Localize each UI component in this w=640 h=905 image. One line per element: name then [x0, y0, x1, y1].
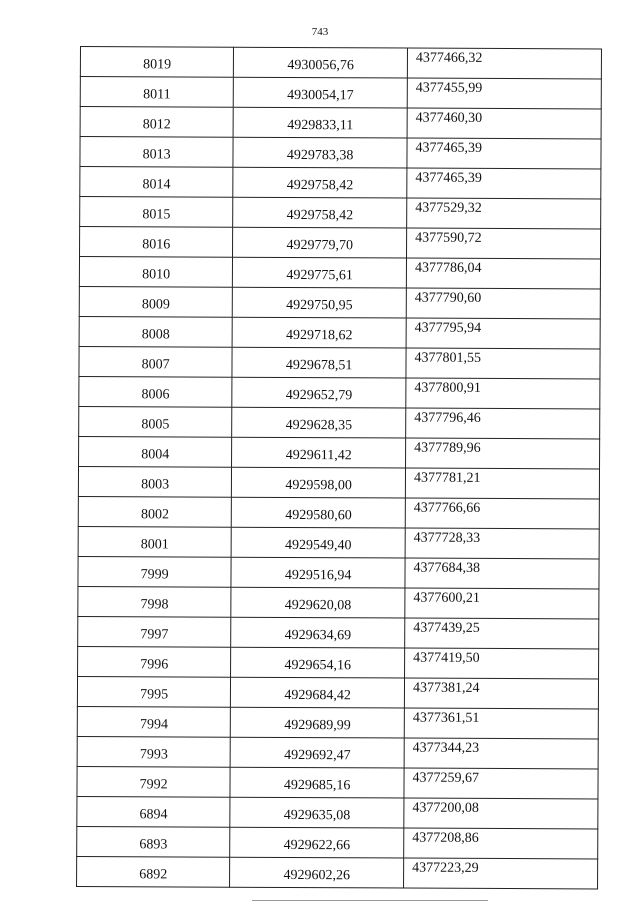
- coordinates-table-body: [77, 47, 602, 889]
- x-coordinate-text: 4929779,70: [286, 237, 354, 253]
- y-coordinate-cell: [407, 48, 601, 79]
- point-id-cell: [77, 766, 230, 797]
- point-id-text: 7996: [140, 656, 169, 672]
- y-coordinate-text: 4377466,32: [415, 50, 483, 66]
- point-id-text: 7998: [140, 596, 169, 612]
- point-id-text: 8011: [143, 86, 171, 102]
- y-coordinate-cell: [407, 198, 601, 229]
- scan-edge-line: [252, 900, 488, 901]
- point-id-cell: [80, 167, 233, 198]
- y-coordinate-cell: [404, 798, 598, 829]
- x-coordinate-cell: [232, 497, 406, 528]
- table-row: [77, 706, 598, 738]
- y-coordinate-text: 4377801,55: [414, 350, 482, 366]
- y-coordinate-text: 4377465,39: [415, 140, 483, 156]
- point-id-cell: [79, 406, 232, 437]
- point-id-cell: [80, 137, 233, 168]
- table-row: [80, 227, 601, 259]
- point-id-text: 6894: [139, 806, 168, 822]
- x-coordinate-text: 4929622,66: [283, 837, 351, 853]
- point-id-cell: [78, 496, 231, 527]
- y-coordinate-text: 4377786,04: [414, 260, 482, 276]
- table-row: [80, 47, 601, 79]
- y-coordinate-text: 4377795,94: [414, 320, 482, 336]
- point-id-text: 8014: [142, 176, 171, 192]
- point-id-cell: [78, 586, 231, 617]
- y-coordinate-text: 4377381,24: [412, 680, 480, 696]
- y-coordinate-text: 4377781,21: [413, 470, 481, 486]
- x-coordinate-cell: [233, 227, 407, 258]
- x-coordinate-cell: [231, 647, 405, 678]
- y-coordinate-text: 4377223,29: [412, 860, 479, 876]
- x-coordinate-cell: [233, 287, 407, 318]
- y-coordinate-cell: [407, 168, 601, 199]
- y-coordinate-text: 4377790,60: [414, 290, 482, 306]
- y-coordinate-text: 4377529,32: [415, 200, 482, 216]
- y-coordinate-cell: [406, 258, 600, 289]
- table-row: [78, 466, 599, 498]
- point-id-cell: [79, 376, 232, 407]
- x-coordinate-text: 4929692,47: [284, 747, 351, 763]
- point-id-text: 7995: [140, 686, 169, 702]
- table-row: [78, 526, 599, 558]
- x-coordinate-cell: [233, 197, 407, 228]
- y-coordinate-text: 4377789,96: [414, 440, 481, 456]
- x-coordinate-cell: [232, 407, 406, 438]
- y-coordinate-cell: [407, 108, 601, 139]
- point-id-text: 7997: [140, 626, 169, 642]
- point-id-cell: [78, 556, 231, 587]
- table-row: [80, 167, 601, 199]
- x-coordinate-cell: [232, 377, 406, 408]
- point-id-text: 8006: [141, 386, 170, 402]
- point-id-cell: [80, 47, 233, 78]
- table-row: [78, 646, 599, 678]
- x-coordinate-text: 4929685,16: [283, 777, 351, 793]
- x-coordinate-text: 4929602,26: [283, 867, 351, 883]
- table-row: [77, 676, 598, 708]
- table-row: [80, 137, 601, 169]
- y-coordinate-cell: [407, 78, 601, 109]
- x-coordinate-cell: [233, 137, 407, 168]
- y-coordinate-text: 4377439,25: [413, 620, 480, 636]
- y-coordinate-cell: [406, 288, 600, 319]
- point-id-text: 6892: [139, 866, 168, 882]
- table-row: [77, 856, 598, 888]
- x-coordinate-text: 4929783,38: [286, 147, 354, 163]
- x-coordinate-text: 4929628,35: [285, 417, 353, 433]
- table-row: [77, 766, 598, 798]
- x-coordinate-cell: [230, 767, 404, 798]
- x-coordinate-text: 4930056,76: [287, 57, 354, 73]
- y-coordinate-cell: [405, 618, 599, 649]
- x-coordinate-text: 4929678,51: [285, 357, 353, 373]
- x-coordinate-cell: [230, 827, 404, 858]
- point-id-cell: [78, 466, 231, 497]
- point-id-cell: [79, 436, 232, 467]
- x-coordinate-text: 4929611,42: [285, 447, 352, 463]
- x-coordinate-cell: [230, 857, 404, 888]
- x-coordinate-cell: [231, 527, 405, 558]
- point-id-text: 7992: [139, 776, 168, 792]
- point-id-text: 8012: [142, 116, 171, 132]
- table-row: [80, 77, 601, 109]
- y-coordinate-cell: [406, 408, 600, 439]
- table-row: [78, 586, 599, 618]
- point-id-text: 8016: [142, 236, 171, 252]
- x-coordinate-text: 4929758,42: [286, 177, 354, 193]
- point-id-text: 8002: [140, 506, 170, 522]
- coordinates-table-wrapper: [76, 46, 602, 889]
- point-id-text: 8004: [141, 446, 170, 462]
- table-row: [78, 496, 599, 528]
- x-coordinate-cell: [231, 707, 405, 738]
- x-coordinate-text: 4929652,79: [285, 387, 353, 403]
- y-coordinate-cell: [407, 228, 601, 259]
- point-id-text: 7994: [139, 716, 169, 732]
- coordinates-table: [76, 46, 602, 889]
- table-row: [80, 197, 601, 229]
- y-coordinate-text: 4377465,39: [415, 170, 482, 186]
- y-coordinate-cell: [404, 678, 598, 709]
- point-id-text: 6893: [139, 836, 168, 852]
- x-coordinate-text: 4929758,42: [286, 207, 354, 223]
- table-row: [79, 286, 600, 318]
- x-coordinate-text: 4929718,62: [286, 327, 353, 343]
- point-id-text: 7999: [140, 566, 169, 582]
- point-id-cell: [79, 316, 232, 347]
- y-coordinate-text: 4377684,38: [413, 560, 481, 576]
- point-id-text: 8001: [140, 536, 169, 552]
- x-coordinate-cell: [232, 347, 406, 378]
- y-coordinate-cell: [404, 828, 598, 859]
- table-row: [79, 406, 600, 438]
- y-coordinate-cell: [405, 468, 599, 499]
- y-coordinate-cell: [405, 528, 599, 559]
- point-id-text: 8015: [142, 206, 171, 222]
- page-number: 743: [311, 26, 329, 38]
- y-coordinate-cell: [406, 438, 600, 469]
- point-id-cell: [77, 736, 230, 767]
- x-coordinate-cell: [230, 797, 404, 828]
- y-coordinate-text: 4377590,72: [415, 230, 482, 246]
- x-coordinate-text: 4929684,42: [284, 687, 351, 703]
- point-id-text: 8009: [141, 296, 170, 312]
- table-row: [77, 796, 598, 828]
- x-coordinate-cell: [231, 617, 405, 648]
- x-coordinate-text: 4929620,08: [284, 597, 352, 613]
- x-coordinate-cell: [233, 257, 407, 288]
- point-id-text: 8005: [141, 416, 170, 432]
- y-coordinate-cell: [405, 588, 599, 619]
- table-row: [78, 616, 599, 648]
- y-coordinate-text: 4377728,33: [413, 530, 481, 546]
- point-id-cell: [80, 77, 233, 108]
- point-id-text: 7993: [139, 746, 168, 762]
- x-coordinate-cell: [231, 677, 405, 708]
- y-coordinate-text: 4377361,51: [412, 710, 480, 726]
- table-row: [80, 107, 601, 139]
- x-coordinate-text: 4929634,69: [284, 627, 352, 643]
- x-coordinate-cell: [230, 737, 404, 768]
- y-coordinate-text: 4377460,30: [415, 110, 483, 126]
- x-coordinate-text: 4929833,11: [287, 117, 354, 133]
- x-coordinate-text: 4929580,60: [285, 507, 352, 523]
- y-coordinate-text: 4377796,46: [414, 410, 481, 426]
- y-coordinate-cell: [406, 348, 600, 379]
- table-row: [77, 826, 598, 858]
- table-row: [79, 257, 600, 289]
- x-coordinate-text: 4929750,95: [286, 297, 353, 313]
- table-row: [79, 316, 600, 348]
- point-id-cell: [77, 676, 230, 707]
- y-coordinate-cell: [404, 858, 598, 889]
- point-id-cell: [77, 856, 230, 887]
- y-coordinate-cell: [404, 768, 598, 799]
- y-coordinate-text: 4377208,86: [412, 830, 479, 846]
- point-id-text: 8013: [142, 146, 171, 162]
- point-id-cell: [78, 646, 231, 677]
- point-id-text: 8008: [141, 326, 170, 342]
- table-row: [77, 736, 598, 768]
- x-coordinate-cell: [231, 557, 405, 588]
- point-id-cell: [78, 616, 231, 647]
- y-coordinate-text: 4377600,21: [413, 590, 480, 606]
- point-id-cell: [80, 107, 233, 138]
- point-id-cell: [80, 227, 233, 258]
- y-coordinate-cell: [407, 138, 601, 169]
- x-coordinate-text: 4929598,00: [285, 477, 352, 493]
- y-coordinate-text: 4377419,50: [413, 650, 480, 666]
- x-coordinate-text: 4930054,17: [287, 87, 354, 103]
- y-coordinate-cell: [406, 378, 600, 409]
- table-row: [79, 436, 600, 468]
- y-coordinate-text: 4377259,67: [412, 770, 480, 786]
- x-coordinate-text: 4929516,94: [284, 567, 352, 583]
- y-coordinate-text: 4377455,99: [415, 80, 483, 96]
- table-row: [78, 556, 599, 588]
- point-id-text: 8019: [143, 56, 172, 72]
- point-id-cell: [80, 197, 233, 228]
- y-coordinate-cell: [406, 318, 600, 349]
- point-id-cell: [77, 796, 230, 827]
- x-coordinate-text: 4929635,08: [283, 807, 351, 823]
- point-id-text: 8003: [141, 476, 170, 492]
- y-coordinate-cell: [405, 558, 599, 589]
- x-coordinate-cell: [233, 167, 407, 198]
- x-coordinate-text: 4929775,61: [286, 267, 353, 283]
- y-coordinate-cell: [404, 738, 598, 769]
- y-coordinate-text: 4377344,23: [412, 740, 480, 756]
- y-coordinate-text: 4377200,08: [412, 800, 479, 816]
- point-id-text: 8007: [141, 356, 170, 372]
- x-coordinate-cell: [232, 437, 406, 468]
- x-coordinate-text: 4929654,16: [284, 657, 352, 673]
- y-coordinate-text: 4377800,91: [414, 380, 481, 396]
- point-id-cell: [79, 286, 232, 317]
- x-coordinate-cell: [233, 107, 407, 138]
- x-coordinate-text: 4929689,99: [284, 717, 351, 733]
- point-id-cell: [79, 346, 232, 377]
- point-id-text: 8010: [142, 266, 171, 282]
- point-id-cell: [77, 826, 230, 857]
- x-coordinate-cell: [234, 77, 408, 108]
- x-coordinate-cell: [234, 47, 408, 78]
- x-coordinate-text: 4929549,40: [285, 537, 352, 553]
- y-coordinate-cell: [404, 708, 598, 739]
- y-coordinate-cell: [405, 498, 599, 529]
- x-coordinate-cell: [232, 467, 406, 498]
- table-row: [79, 346, 600, 378]
- y-coordinate-text: 4377766,66: [413, 500, 481, 516]
- point-id-cell: [79, 257, 232, 288]
- y-coordinate-cell: [405, 648, 599, 679]
- point-id-cell: [77, 706, 230, 737]
- table-row: [79, 376, 600, 408]
- point-id-cell: [78, 526, 231, 557]
- x-coordinate-cell: [232, 317, 406, 348]
- x-coordinate-cell: [231, 587, 405, 618]
